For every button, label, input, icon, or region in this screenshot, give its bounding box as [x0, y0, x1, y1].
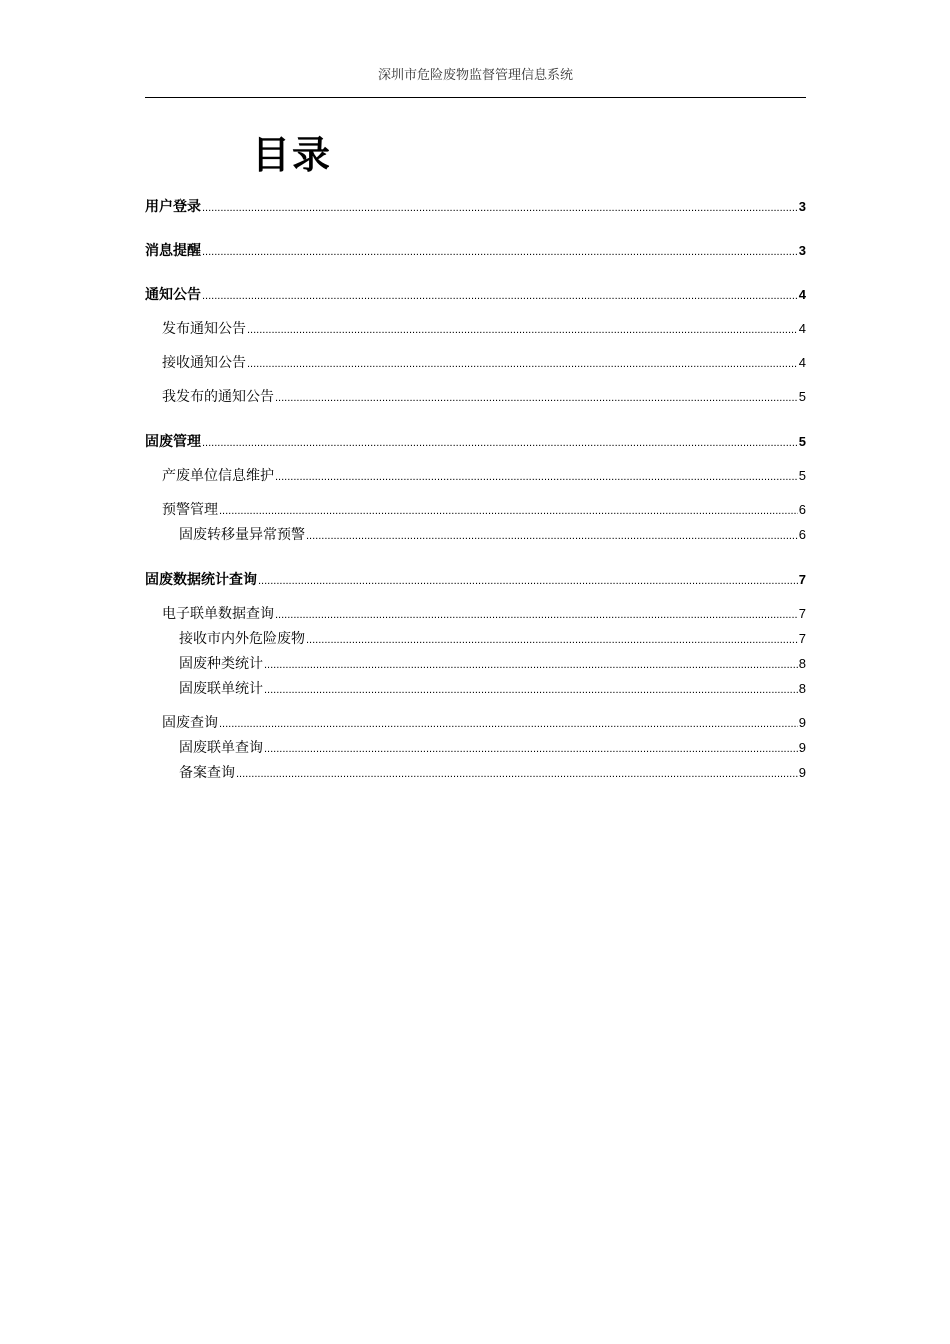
toc-entry-label: 消息提醒: [145, 243, 201, 259]
toc-leader-dots: [247, 358, 798, 370]
toc-leader-dots: [202, 246, 798, 258]
toc-entry-page: 8: [798, 681, 806, 696]
toc-entry-page: 6: [798, 502, 806, 517]
toc-entry-page: 7: [798, 631, 806, 646]
toc-entry-label: 固废联单统计: [179, 681, 263, 697]
toc-entry-filing-query[interactable]: [179, 762, 806, 782]
toc-leader-dots: [264, 743, 798, 755]
toc-leader-dots: [202, 202, 798, 214]
toc-leader-dots: [202, 290, 798, 302]
toc-entry-label: 接收通知公告: [162, 355, 246, 371]
toc-entry-notice[interactable]: [145, 284, 806, 304]
toc-entry-user-login[interactable]: [145, 196, 806, 216]
toc-entry-producer-info[interactable]: [162, 465, 806, 485]
toc-leader-dots: [202, 437, 798, 449]
toc-entry-e-manifest-query[interactable]: [162, 603, 806, 623]
toc-entry-page: 6: [798, 527, 806, 542]
toc-entry-label: 固废数据统计查询: [145, 572, 257, 588]
toc-leader-dots: [264, 684, 798, 696]
toc-entry-page: 5: [798, 389, 806, 404]
page-header: 深圳市危险废物监督管理信息系统: [377, 68, 573, 83]
toc-entry-page: 9: [798, 740, 806, 755]
toc-entry-page: 5: [798, 434, 806, 449]
toc-entry-label: 发布通知公告: [162, 321, 246, 337]
toc-leader-dots: [275, 609, 798, 621]
toc-leader-dots: [236, 768, 798, 780]
toc-title: 目录: [252, 133, 333, 177]
header-divider: [145, 97, 806, 98]
toc-entry-page: 7: [798, 572, 806, 587]
toc-entry-label: 备案查询: [179, 765, 235, 781]
toc-entry-page: 9: [798, 715, 806, 730]
toc-entry-page: 8: [798, 656, 806, 671]
toc-entry-page: 9: [798, 765, 806, 780]
toc-entry-label: 固废种类统计: [179, 656, 263, 672]
toc-entry-my-notices[interactable]: [162, 386, 806, 406]
toc-entry-page: 5: [798, 468, 806, 483]
toc-entry-label: 固废查询: [162, 715, 218, 731]
toc-entry-solid-waste-management[interactable]: [145, 431, 806, 451]
toc-entry-page: 4: [798, 321, 806, 336]
toc-leader-dots: [258, 575, 798, 587]
toc-entry-page: 4: [798, 355, 806, 370]
toc-entry-label: 通知公告: [145, 287, 201, 303]
toc-leader-dots: [306, 530, 798, 542]
toc-entry-solid-waste-query[interactable]: [162, 712, 806, 732]
toc-entry-receive-hazardous-waste[interactable]: [179, 628, 806, 648]
toc-leader-dots: [247, 324, 798, 336]
toc-entry-waste-type-statistics[interactable]: [179, 653, 806, 673]
toc-entry-label: 我发布的通知公告: [162, 389, 274, 405]
toc-entry-label: 产废单位信息维护: [162, 468, 274, 484]
toc-entry-transfer-anomaly-warning[interactable]: [179, 524, 806, 544]
toc-entry-manifest-query[interactable]: [179, 737, 806, 757]
toc-leader-dots: [275, 392, 798, 404]
toc-leader-dots: [219, 718, 798, 730]
toc-leader-dots: [306, 634, 798, 646]
toc-entry-label: 固废转移量异常预警: [179, 527, 305, 543]
toc-entry-publish-notice[interactable]: [162, 318, 806, 338]
toc-entry-label: 固废管理: [145, 434, 201, 450]
toc-entry-page: 3: [798, 199, 806, 214]
toc-entry-label: 固废联单查询: [179, 740, 263, 756]
toc-entry-label: 接收市内外危险废物: [179, 631, 305, 647]
toc-entry-label: 用户登录: [145, 199, 201, 215]
toc-entry-receive-notice[interactable]: [162, 352, 806, 372]
toc-entry-page: 3: [798, 243, 806, 258]
toc-entry-message-reminder[interactable]: [145, 240, 806, 260]
toc-entry-warning-management[interactable]: [162, 499, 806, 519]
toc-entry-solid-waste-statistics[interactable]: [145, 569, 806, 589]
toc-entry-manifest-statistics[interactable]: [179, 678, 806, 698]
toc-entry-page: 4: [798, 287, 806, 302]
toc-entry-label: 预警管理: [162, 502, 218, 518]
toc-leader-dots: [219, 505, 798, 517]
toc-entry-page: 7: [798, 606, 806, 621]
toc-leader-dots: [264, 659, 798, 671]
toc-entry-label: 电子联单数据查询: [162, 606, 274, 622]
toc-leader-dots: [275, 471, 798, 483]
